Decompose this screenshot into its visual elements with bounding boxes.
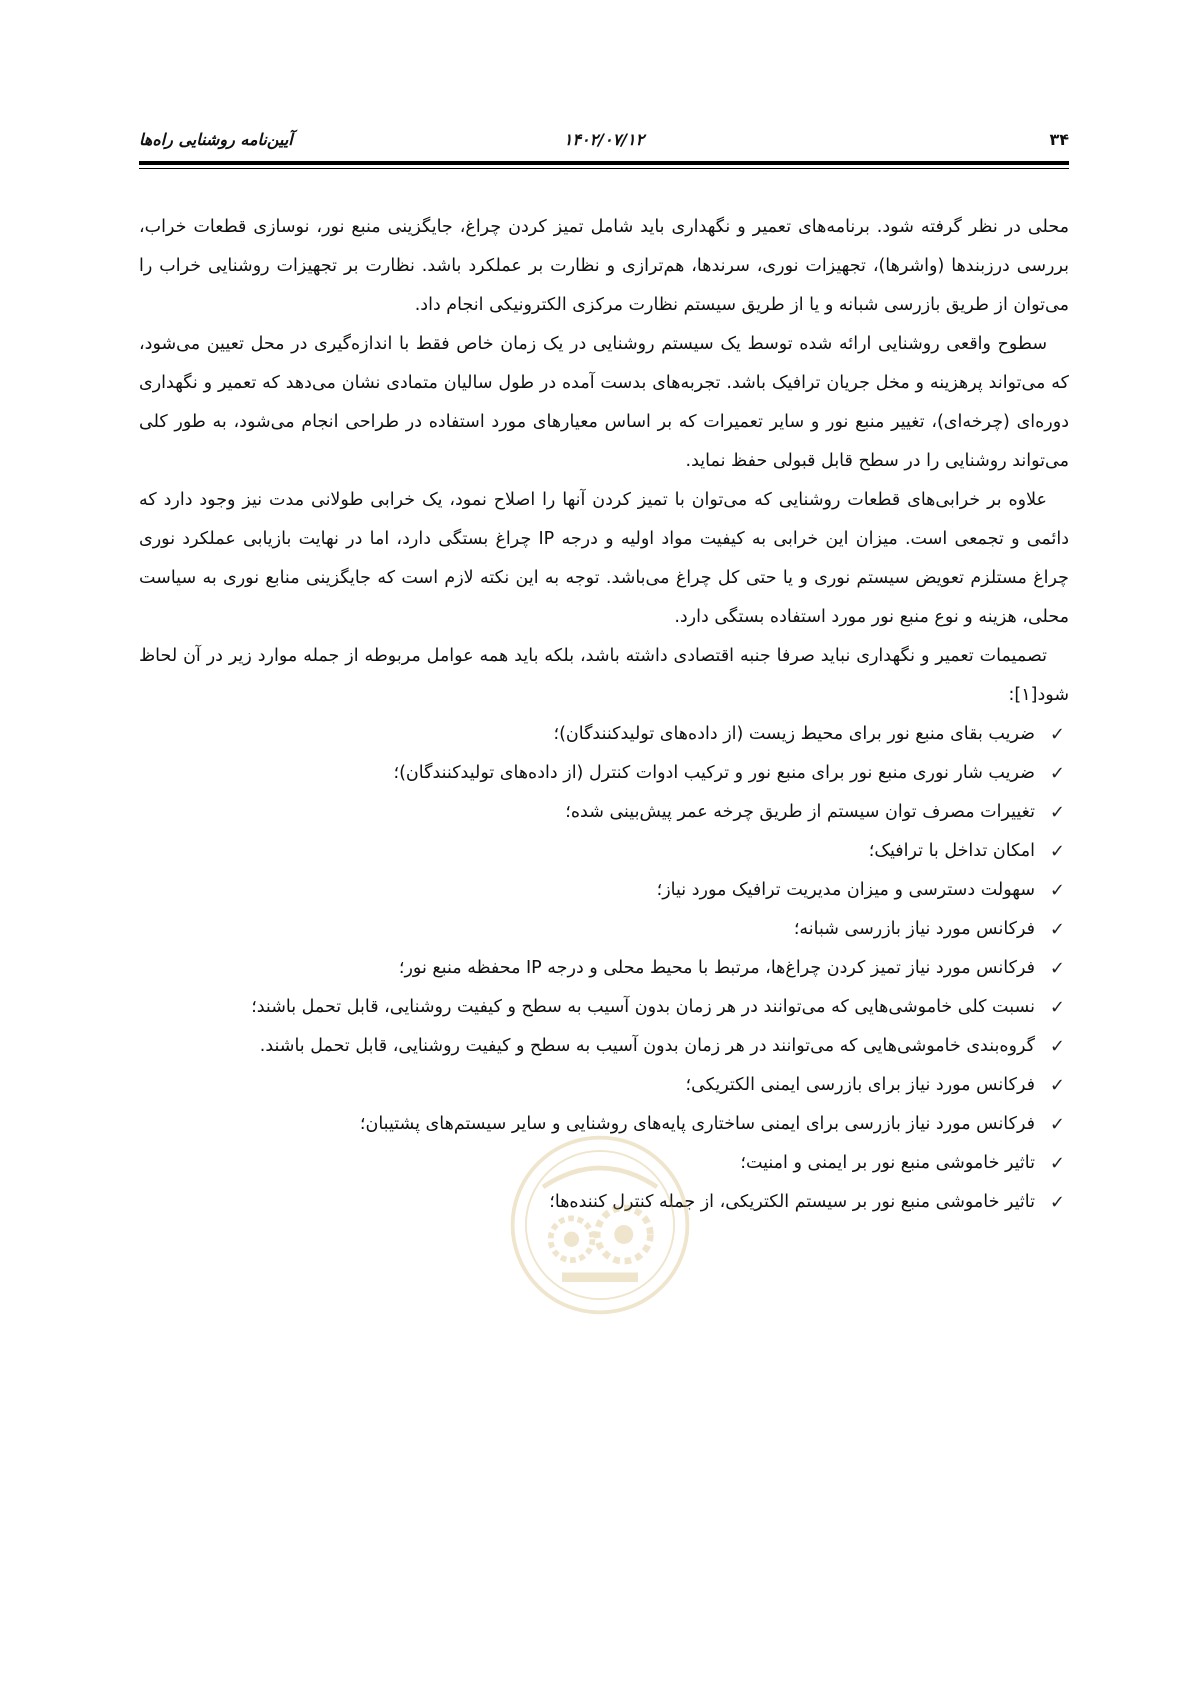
list-item: [139, 949, 1069, 988]
list-item-text: سهولت دسترسی و میزان مدیریت ترافیک مورد نیاز؛: [656, 880, 1035, 900]
list-item-text: گروه‌بندی خاموشی‌هایی که می‌توانند در هر زمان بدون آسیب به سطح و کیفیت روشنایی، قابل تحمل باشند.: [259, 1036, 1035, 1056]
list-item: [139, 793, 1069, 832]
list-item-text: تغییرات مصرف توان سیستم از طریق چرخه عمر پیش‌بینی شده؛: [565, 802, 1035, 822]
page-header: [139, 130, 1069, 156]
checkmark-icon: ✓: [1049, 1114, 1065, 1135]
paragraph-2: سطوح واقعی روشنایی ارائه شده توسط یک سیستم روشنایی در یک زمان خاص فقط با اندازه‌گیری در محل تعیین می‌شود، که می‌تواند پرهزینه و مخل جریان ترافیک باشد. تجربه‌های بدست آمده در طول سالیان متمادی نشان می‌دهد که تعمیر و نگهداری دوره‌ای (چرخه‌ای)، تغییر منبع نور و سایر تعمیرات که بر اساس معیارهای مورد استفاده در طراحی انجام می‌شود، به طور کلی می‌تواند روشنایی را در سطح قابل قبولی حفظ نماید.: [139, 334, 1069, 471]
list-item-text: فرکانس مورد نیاز بازرسی برای ایمنی ساختاری پایه‌های روشنایی و سایر سیستم‌های پشتیبان؛: [359, 1114, 1035, 1134]
list-item-text: ضریب شار نوری منبع نور برای منبع نور و ترکیب ادوات کنترل (از داده‌های تولیدکنندگان)؛: [393, 763, 1035, 783]
list-item-text: تاثیر خاموشی منبع نور بر ایمنی و امنیت؛: [740, 1153, 1035, 1173]
checkmark-icon: ✓: [1049, 724, 1065, 745]
checkmark-icon: ✓: [1049, 1192, 1065, 1213]
list-item-text: تاثیر خاموشی منبع نور بر سیستم الکتریکی، از جمله کنترل کننده‌ها؛: [549, 1192, 1035, 1212]
list-item: [139, 754, 1069, 793]
list-item-text: فرکانس مورد نیاز برای بازرسی ایمنی الکتریکی؛: [685, 1075, 1035, 1095]
list-item: [139, 1183, 1069, 1222]
checkmark-icon: ✓: [1049, 958, 1065, 979]
list-item: [139, 1144, 1069, 1183]
header-date: ۱۴۰۲/۰۷/۱۲: [563, 130, 645, 149]
list-item: [139, 715, 1069, 754]
factor-checklist: [139, 715, 1069, 1222]
paragraph-3: علاوه بر خرابی‌های قطعات روشنایی که می‌توان با تمیز کردن آنها را اصلاح نمود، یک خرابی طولانی مدت نیز وجود دارد که دائمی و تجمعی است. میزان این خرابی به کیفیت مواد اولیه و درجه IP چراغ بستگی دارد، اما در نهایت بازیابی عملکرد نوری چراغ مستلزم تعویض سیستم نوری و یا حتی کل چراغ می‌باشد. توجه به این نکته لازم است که جایگزینی منابع نوری به سیاست محلی، هزینه و نوع منبع نور مورد استفاده بستگی دارد.: [139, 490, 1069, 627]
list-item: [139, 1105, 1069, 1144]
checkmark-icon: ✓: [1049, 997, 1065, 1018]
header-rule-thick: [139, 161, 1069, 165]
checkmark-icon: ✓: [1049, 880, 1065, 901]
paragraph-1: محلی در نظر گرفته شود. برنامه‌های تعمیر و نگهداری باید شامل تمیز کردن چراغ، جایگزینی منبع نور، نوسازی قطعات خراب، بررسی درزبندها (واشرها)، تجهیزات نوری، سرندها، هم‌ترازی و نظارت بر عملکرد باشد. نظارت بر تجهیزات روشنایی خراب را می‌توان از طریق بازرسی شبانه و یا از طریق سیستم نظارت مرکزی الکترونیکی انجام داد.: [139, 217, 1069, 315]
document-body: [139, 208, 1069, 1222]
paragraph-4: تصمیمات تعمیر و نگهداری نباید صرفا جنبه اقتصادی داشته باشد، بلکه باید همه عوامل مربوطه از جمله موارد زیر در آن لحاظ شود[۱]:: [139, 646, 1069, 705]
list-item: [139, 910, 1069, 949]
list-item: [139, 1027, 1069, 1066]
checkmark-icon: ✓: [1049, 802, 1065, 823]
header-title: آیین‌نامه روشنایی راه‌ها: [139, 130, 293, 149]
list-item: [139, 871, 1069, 910]
checkmark-icon: ✓: [1049, 1153, 1065, 1174]
page-number: ۳۴: [1049, 130, 1069, 149]
list-item-text: امکان تداخل با ترافیک؛: [868, 841, 1035, 861]
checkmark-icon: ✓: [1049, 919, 1065, 940]
list-item: [139, 988, 1069, 1027]
checkmark-icon: ✓: [1049, 1036, 1065, 1057]
list-item: [139, 832, 1069, 871]
checkmark-icon: ✓: [1049, 841, 1065, 862]
header-rule-thin: [139, 168, 1069, 169]
checkmark-icon: ✓: [1049, 1075, 1065, 1096]
checkmark-icon: ✓: [1049, 763, 1065, 784]
list-item: [139, 1066, 1069, 1105]
list-item-text: ضریب بقای منبع نور برای محیط زیست (از داده‌های تولیدکنندگان)؛: [553, 724, 1035, 744]
list-item-text: نسبت کلی خاموشی‌هایی که می‌توانند در هر زمان بدون آسیب به سطح و کیفیت روشنایی، قابل تحمل باشند؛: [251, 997, 1035, 1017]
list-item-text: فرکانس مورد نیاز تمیز کردن چراغ‌ها، مرتبط با محیط محلی و درجه IP محفظه منبع نور؛: [398, 958, 1035, 978]
list-item-text: فرکانس مورد نیاز بازرسی شبانه؛: [793, 919, 1035, 939]
